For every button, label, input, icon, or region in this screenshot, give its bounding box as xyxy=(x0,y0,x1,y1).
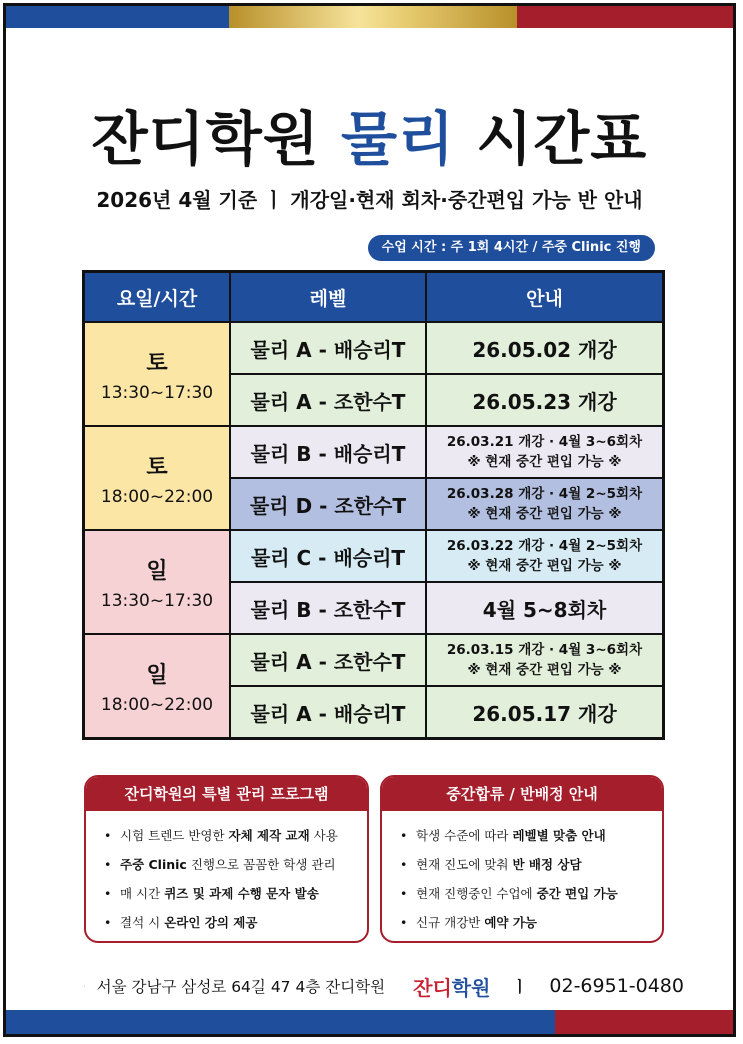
info-cell xyxy=(426,374,664,426)
transfer-info-title: 중간합류 / 반배정 안내 xyxy=(382,777,662,811)
info-text: 4월 5~8회차 xyxy=(482,597,607,622)
info-text: 26.05.23 개강 xyxy=(472,389,617,414)
list-item: • 학생 수준에 따라 레벨별 맞춤 안내 xyxy=(400,828,606,843)
info-text: 26.05.02 개강 xyxy=(472,337,617,362)
day-label: 토 xyxy=(146,454,168,480)
list-item: • 현재 진도에 맞춰 반 배정 상담 xyxy=(400,857,582,872)
level-cell: 물리 A - 조한수T xyxy=(230,374,426,426)
list-item: • 현재 진행중인 수업에 중간 편입 가능 xyxy=(400,886,618,901)
day-label: 일 xyxy=(146,558,168,584)
day-label: 일 xyxy=(146,662,168,688)
special-program-box xyxy=(84,775,369,943)
time-label: 18:00~22:00 xyxy=(100,486,214,507)
table-row xyxy=(84,530,664,582)
info-note: ※ 현재 중간 편입 가능 ※ xyxy=(467,506,622,522)
list-item: • 신규 개강반 예약 가능 xyxy=(400,915,537,930)
bottom-color-bar xyxy=(6,1010,733,1034)
info-text: 26.03.21 개강 · 4월 3~6회차 xyxy=(446,434,643,450)
info-cell xyxy=(426,686,664,739)
table-row xyxy=(84,634,664,686)
info-cell xyxy=(426,478,664,530)
info-cell xyxy=(426,426,664,478)
time-label: 13:30~17:30 xyxy=(100,590,214,611)
page-title xyxy=(6,92,733,176)
day-cell xyxy=(84,426,231,530)
class-time-badge: 수업 시간 : 주 1회 4시간 / 주중 Clinic 진행 xyxy=(368,235,655,261)
level-cell: 물리 B - 배승리T xyxy=(230,426,426,478)
info-cell xyxy=(426,530,664,582)
header-day-time: 요일/시간 xyxy=(84,272,231,323)
header-info: 안내 xyxy=(426,272,664,323)
footer xyxy=(84,971,684,1001)
time-label: 13:30~17:30 xyxy=(100,382,214,403)
table-row xyxy=(84,426,664,478)
timetable xyxy=(82,270,665,740)
list-item: • 매 시간 퀴즈 및 과제 수행 문자 발송 xyxy=(104,886,319,901)
table-row xyxy=(84,322,664,374)
level-cell: 물리 A - 배승리T xyxy=(230,322,426,374)
level-cell: 물리 D - 조한수T xyxy=(230,478,426,530)
list-item: • 주중 Clinic 진행으로 꼼꼼한 학생 관리 xyxy=(104,857,336,872)
footer-separator: ㅣ xyxy=(512,978,528,996)
special-program-title: 잔디학원의 특별 관리 프로그램 xyxy=(86,777,367,811)
info-note: ※ 현재 중간 편입 가능 ※ xyxy=(467,558,622,574)
academy-logo: 잔디학원 xyxy=(413,975,491,1000)
level-cell: 물리 A - 조한수T xyxy=(230,634,426,686)
top-color-bar xyxy=(6,6,733,28)
title-accent: 물리 xyxy=(340,105,456,173)
level-cell: 물리 C - 배승리T xyxy=(230,530,426,582)
header-level: 레벨 xyxy=(230,272,426,323)
day-cell xyxy=(84,322,231,426)
special-program-list xyxy=(86,811,367,937)
info-note: ※ 현재 중간 편입 가능 ※ xyxy=(467,662,622,678)
info-note: ※ 현재 중간 편입 가능 ※ xyxy=(467,454,622,470)
level-cell: 물리 A - 배승리T xyxy=(230,686,426,739)
time-label: 18:00~22:00 xyxy=(100,694,214,715)
title-suffix: 시간표 xyxy=(476,105,648,173)
day-cell xyxy=(84,530,231,634)
info-cell xyxy=(426,322,664,374)
info-text: 26.05.17 개강 xyxy=(472,701,617,726)
address: 서울 강남구 삼성로 64길 47 4층 잔디학원 xyxy=(96,978,386,996)
transfer-info-list xyxy=(382,811,662,937)
day-label: 토 xyxy=(146,350,168,376)
info-text: 26.03.22 개강 · 4월 2~5회차 xyxy=(446,538,643,554)
location-pin-icon xyxy=(84,975,85,997)
info-text: 26.03.15 개강 · 4월 3~6회차 xyxy=(446,642,643,658)
title-prefix: 잔디학원 xyxy=(91,105,320,173)
level-cell: 물리 B - 조한수T xyxy=(230,582,426,634)
list-item: • 시험 트렌드 반영한 자체 제작 교재 사용 xyxy=(104,828,338,843)
poster xyxy=(3,3,736,1037)
day-cell xyxy=(84,634,231,739)
subtitle: 2026년 4월 기준 ㅣ 개강일·현재 회차·중간편입 가능 반 안내 xyxy=(96,188,643,212)
info-cell xyxy=(426,582,664,634)
transfer-info-box xyxy=(380,775,664,943)
list-item: • 결석 시 온라인 강의 제공 xyxy=(104,915,258,930)
phone-number[interactable]: 02-6951-0480 xyxy=(549,975,684,997)
info-cell xyxy=(426,634,664,686)
info-text: 26.03.28 개강 · 4월 2~5회차 xyxy=(446,486,643,502)
